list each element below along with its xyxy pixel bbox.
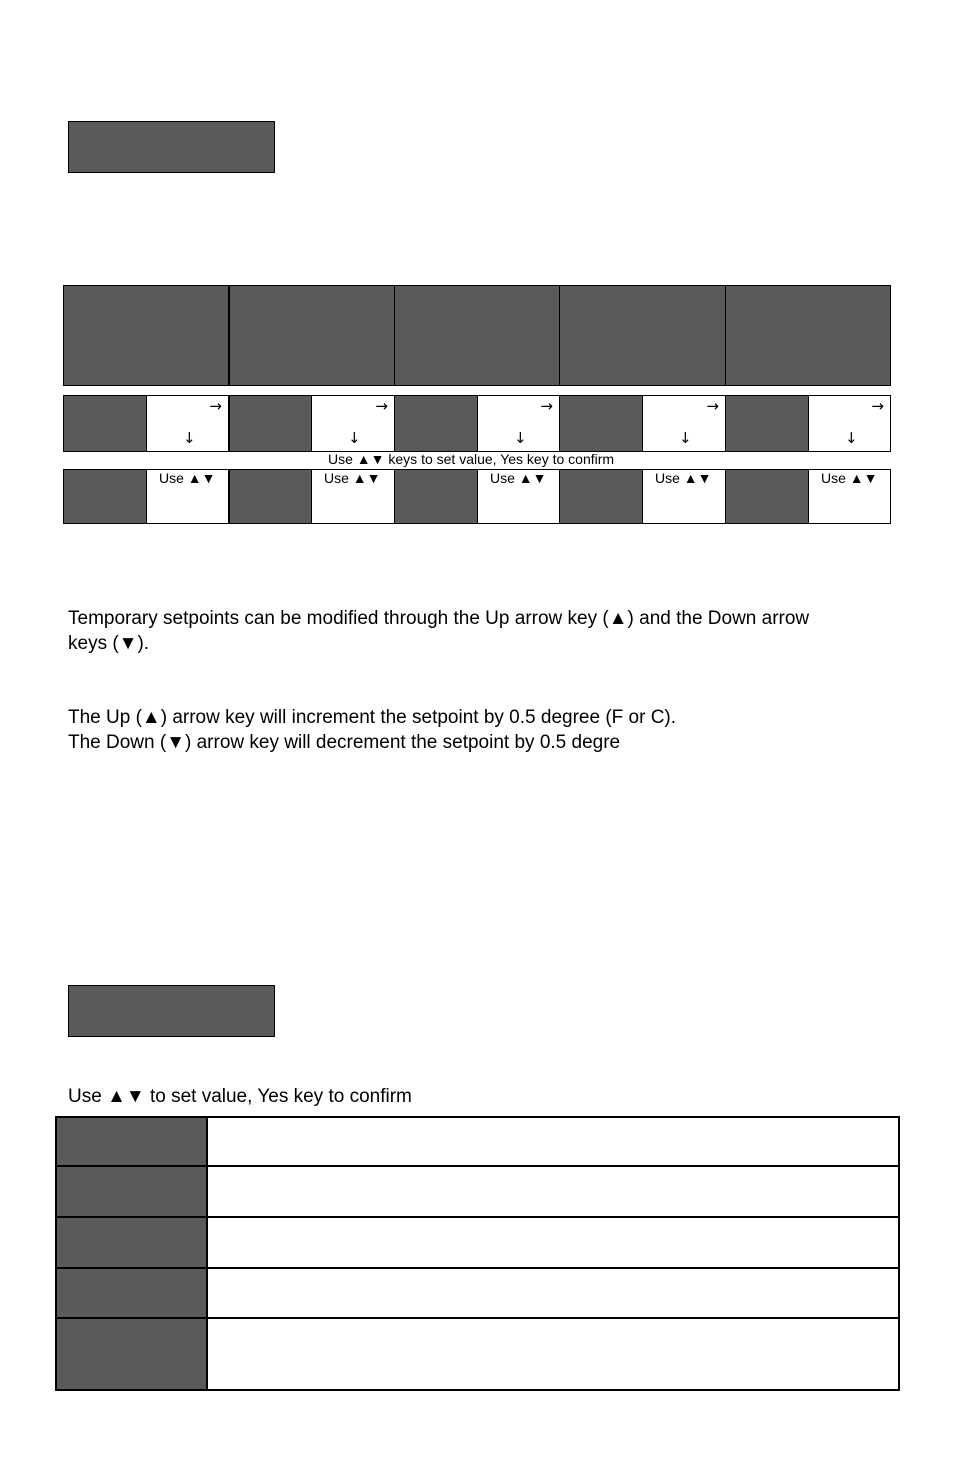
arrow-down-icon: ↓ [514, 429, 527, 447]
paragraph-increment [68, 705, 928, 755]
table-row-label-4 [57, 1269, 206, 1317]
arrow-down-icon: ↓ [348, 429, 361, 447]
use-row-white-cell-4 [642, 469, 726, 524]
header-cell-5 [725, 285, 891, 386]
arrow-row-white-cell-2 [311, 395, 395, 452]
use-keys-label: Use ▲▼ [655, 470, 712, 486]
arrow-row-caption: Use ▲▼ keys to set value, Yes key to confirm [328, 451, 615, 467]
arrow-right-icon: → [209, 397, 222, 415]
table-row-divider [57, 1267, 898, 1269]
arrow-row-dark-cell-4 [559, 395, 643, 452]
arrow-row-dark-cell-1 [63, 395, 147, 452]
use-keys-label: Use ▲▼ [159, 470, 216, 486]
use-row-dark-cell-3 [394, 469, 478, 524]
use-row-white-cell-2 [311, 469, 395, 524]
use-keys-label: Use ▲▼ [490, 470, 547, 486]
arrow-down-icon: ↓ [845, 429, 858, 447]
arrow-row-dark-cell-5 [725, 395, 809, 452]
table-column-divider [206, 1118, 208, 1389]
paragraph-line: The Up (▲) arrow key will increment the setpoint by 0.5 degree (F or C). [68, 707, 677, 728]
table-row-label-5 [57, 1319, 206, 1389]
arrow-row-white-cell-4 [642, 395, 726, 452]
arrow-right-icon: → [706, 397, 719, 415]
arrow-right-icon: → [540, 397, 553, 415]
use-row-dark-cell-4 [559, 469, 643, 524]
use-row-dark-cell-2 [229, 469, 312, 524]
header-cell-3 [394, 285, 560, 386]
use-row-white-cell-1 [146, 469, 229, 524]
paragraph-setpoints [68, 606, 928, 656]
section-title-box-1 [68, 121, 275, 173]
use-row-white-cell-3 [477, 469, 560, 524]
arrow-row-dark-cell-3 [394, 395, 478, 452]
header-cell-1 [63, 285, 229, 386]
use-row-white-cell-5 [808, 469, 891, 524]
use-row-dark-cell-5 [725, 469, 809, 524]
arrow-down-icon: ↓ [183, 429, 196, 447]
use-row-dark-cell-1 [63, 469, 147, 524]
arrow-right-icon: → [871, 397, 884, 415]
use-keys-label: Use ▲▼ [324, 470, 381, 486]
arrow-row-white-cell-3 [477, 395, 560, 452]
header-cell-2 [229, 285, 395, 386]
arrow-down-icon: ↓ [679, 429, 692, 447]
table-row-label-3 [57, 1218, 206, 1267]
bottom-instruction: Use ▲▼ to set value, Yes key to confirm [68, 1086, 412, 1107]
table-row-divider [57, 1317, 898, 1319]
table-row-label-1 [57, 1118, 206, 1165]
section-title-box-2 [68, 985, 275, 1037]
table-row-divider [57, 1165, 898, 1167]
arrow-right-icon: → [375, 397, 388, 415]
arrow-row-dark-cell-2 [229, 395, 312, 452]
header-cell-4 [559, 285, 726, 386]
table-row-label-2 [57, 1167, 206, 1216]
paragraph-line: keys (▼). [68, 633, 150, 654]
paragraph-line: The Down (▼) arrow key will decrement the setpoint by 0.5 degre [68, 732, 621, 753]
paragraph-line: Temporary setpoints can be modified through the Up arrow key (▲) and the Down arrow [68, 608, 810, 629]
use-keys-label: Use ▲▼ [821, 470, 878, 486]
table-row-divider [57, 1216, 898, 1218]
arrow-row-white-cell-5 [808, 395, 891, 452]
arrow-row-white-cell-1 [146, 395, 229, 452]
